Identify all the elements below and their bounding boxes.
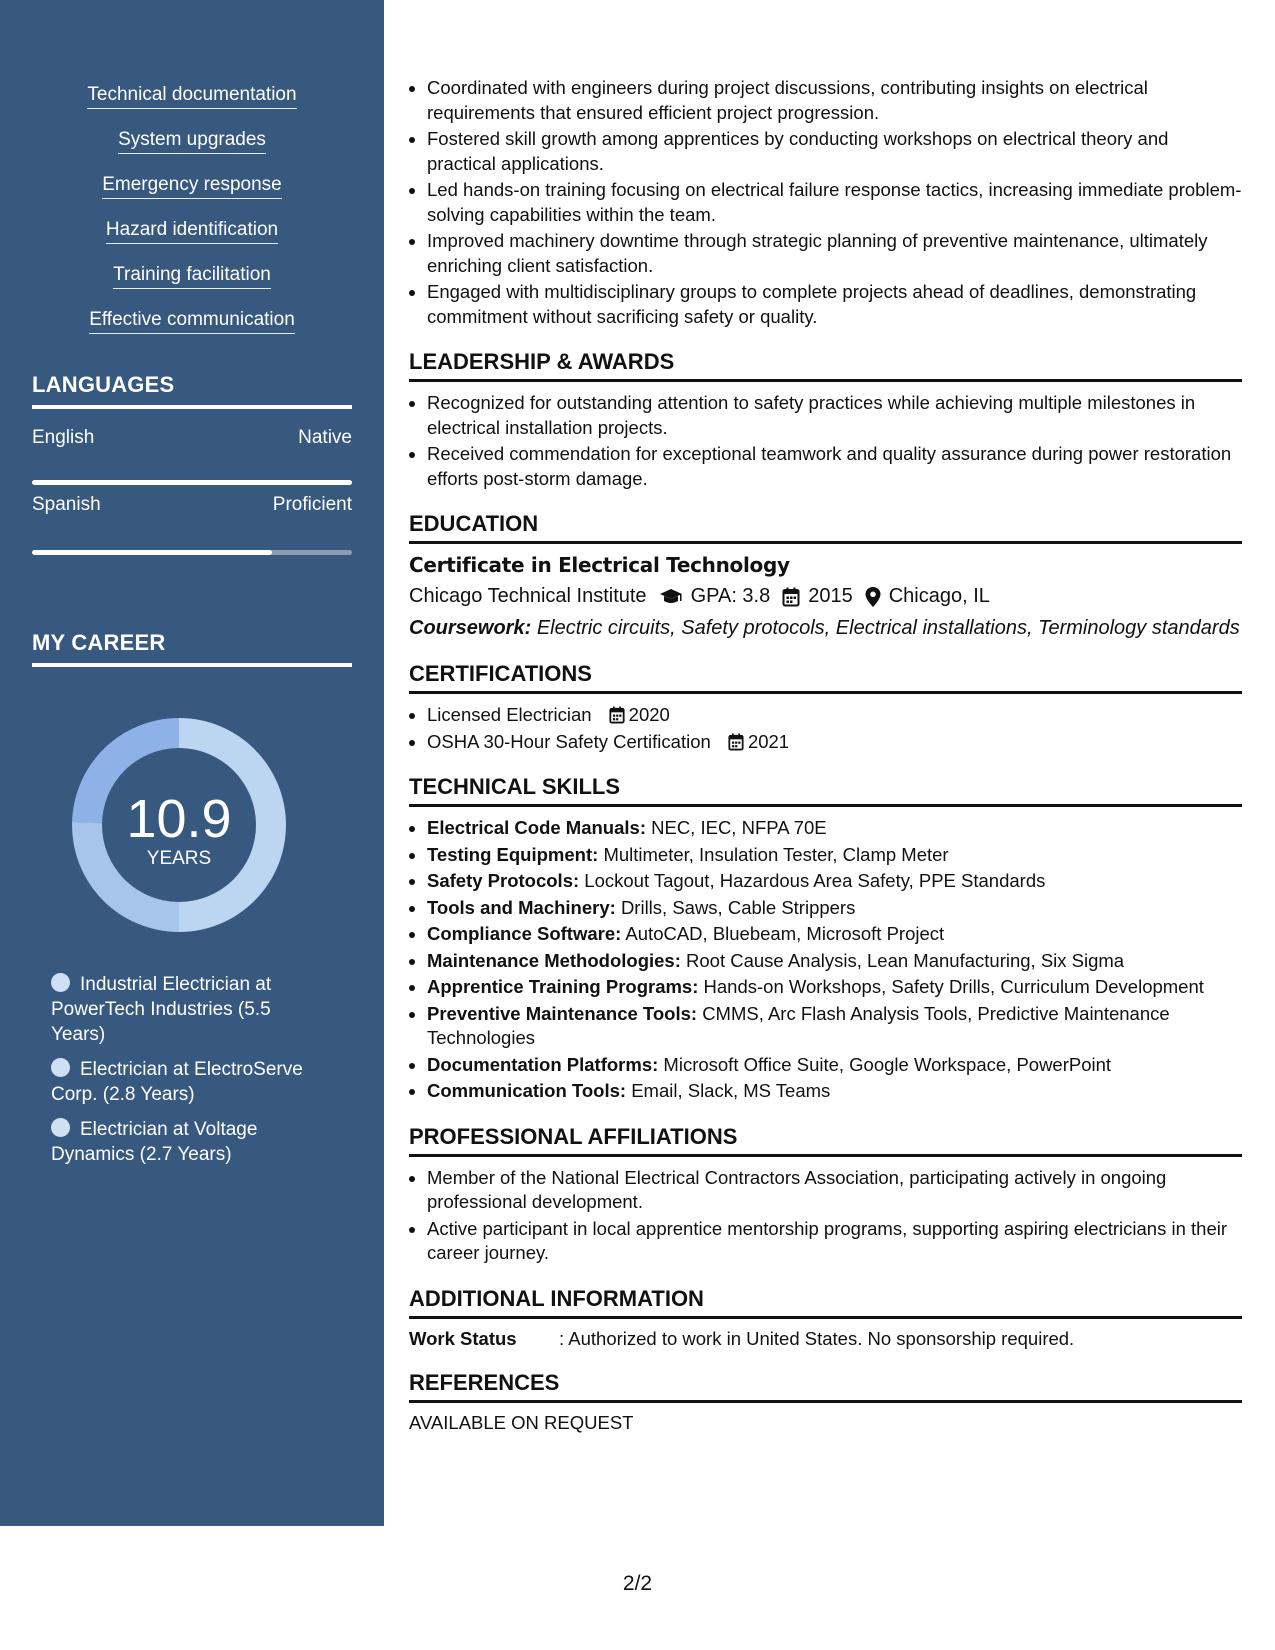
main-content xyxy=(409,76,1242,1434)
coursework-label: Coursework: xyxy=(409,617,532,639)
skill-item: Technical documentation xyxy=(87,84,296,109)
skill-value: Email, Slack, MS Teams xyxy=(631,1080,831,1101)
page-number: 2/2 xyxy=(622,1572,653,1595)
skill-label: Communication Tools: xyxy=(427,1080,627,1101)
experience-bullets xyxy=(409,76,1242,329)
career-total: 10.9 xyxy=(126,789,232,849)
language-name: English xyxy=(32,427,95,448)
language-bar-spanish xyxy=(32,550,352,555)
education-degree: Certificate in Electrical Technology xyxy=(409,553,790,577)
technical-skill-item xyxy=(427,843,1242,868)
technical-skill-item xyxy=(427,975,1242,1000)
career-donut-chart xyxy=(66,712,292,938)
skill-value: Microsoft Office Suite, Google Workspace, PowerPoint xyxy=(663,1053,1112,1075)
language-level: Proficient xyxy=(272,494,352,515)
leadership-heading: LEADERSHIP & AWARDS xyxy=(409,349,1242,382)
coursework-text: Electric circuits, Safety protocols, Electrical installations, Terminology standards xyxy=(536,617,1240,639)
certification-year: 2021 xyxy=(747,730,790,752)
language-level: Native xyxy=(298,427,352,448)
skill-value: Drills, Saws, Cable Strippers xyxy=(620,896,856,918)
skill-item: Training facilitation xyxy=(113,264,271,289)
education-heading: EDUCATION xyxy=(409,511,1242,544)
affiliation-item: • Member of the National Electrical Contractors Association, participating actively in ongoing professional development. xyxy=(427,1166,1242,1215)
technical-skill-item xyxy=(427,1002,1242,1051)
language-row-english xyxy=(32,427,352,449)
technical-skill-item xyxy=(427,896,1242,921)
skill-value: NEC, IEC, NFPA 70E xyxy=(651,817,827,838)
skill-label: Testing Equipment: xyxy=(427,843,599,865)
career-heading: MY CAREER xyxy=(32,630,352,667)
affiliations-heading: PROFESSIONAL AFFILIATIONS xyxy=(409,1124,1242,1157)
affiliations-list xyxy=(409,1166,1242,1266)
affiliation-item: • Active participant in local apprentice mentorship programs, supporting aspiring electricians in their career journey. xyxy=(427,1217,1242,1266)
experience-bullet: • Improved machinery downtime through strategic planning of preventive maintenance, ultimately enriching client satisfaction. xyxy=(427,229,1242,278)
languages-heading: LANGUAGES xyxy=(32,372,352,409)
skill-label: Maintenance Methodologies: xyxy=(427,949,681,971)
leadership-list xyxy=(409,391,1242,491)
skill-label: Compliance Software: xyxy=(427,923,622,944)
language-row-spanish xyxy=(32,494,352,516)
skill-value: Root Cause Analysis, Lean Manufacturing, Six Sigma xyxy=(686,949,1125,971)
skill-label: Documentation Platforms: xyxy=(427,1053,659,1075)
technical-skills-list xyxy=(409,816,1242,1104)
skill-value: AutoCAD, Bluebeam, Microsoft Project xyxy=(625,923,945,944)
career-item: Electrician at ElectroServe Corp. (2.8 Years) xyxy=(51,1059,303,1105)
certification-item xyxy=(427,730,1242,755)
language-name: Spanish xyxy=(32,494,101,515)
career-unit: YEARS xyxy=(146,848,212,869)
experience-bullet: • Fostered skill growth among apprentices by conducting workshops on electrical theory and practical applications. xyxy=(427,127,1242,176)
career-item: Industrial Electrician at PowerTech Industries (5.5 Years) xyxy=(51,974,272,1045)
certification-item xyxy=(427,703,1242,728)
technical-skills-heading: TECHNICAL SKILLS xyxy=(409,774,1242,807)
references-text: AVAILABLE ON REQUEST xyxy=(409,1411,634,1433)
bullet-dot-icon xyxy=(51,973,70,992)
education-school: Chicago Technical Institute xyxy=(409,585,647,607)
technical-skill-item xyxy=(427,949,1242,974)
skill-value: Multimeter, Insulation Tester, Clamp Meter xyxy=(603,843,949,865)
skill-item: Emergency response xyxy=(102,174,282,199)
certification-name: OSHA 30-Hour Safety Certification xyxy=(427,730,711,752)
education-location: Chicago, IL xyxy=(888,585,990,607)
skill-item: System upgrades xyxy=(118,129,266,154)
work-status-label: Work Status xyxy=(409,1327,517,1349)
skill-item: Effective communication xyxy=(89,309,295,334)
calendar-icon xyxy=(782,587,800,607)
leadership-item: • Recognized for outstanding attention to safety practices while achieving multiple milestones in electrical installation projects. xyxy=(427,391,1242,440)
experience-bullet: • Coordinated with engineers during project discussions, contributing insights on electrical requirements that ensured efficient project progression. xyxy=(427,76,1242,125)
calendar-icon xyxy=(728,733,744,751)
language-bar-fill xyxy=(32,550,272,555)
technical-skill-item xyxy=(427,816,1242,841)
technical-skill-item xyxy=(427,1079,1242,1104)
career-item: Electrician at Voltage Dynamics (2.7 Years) xyxy=(51,1119,258,1165)
bullet-dot-icon xyxy=(51,1058,70,1077)
experience-bullet: • Led hands-on training focusing on electrical failure response tactics, increasing immediate problem-solving capabilities within the team. xyxy=(427,178,1242,227)
skill-value: Lockout Tagout, Hazardous Area Safety, PPE Standards xyxy=(584,870,1046,891)
technical-skill-item xyxy=(427,1053,1242,1078)
skill-item: Hazard identification xyxy=(106,219,278,244)
work-status-row xyxy=(409,1328,1242,1350)
bullet-dot-icon xyxy=(51,1118,70,1137)
language-bar-fill xyxy=(32,480,352,485)
skill-label: Safety Protocols: xyxy=(427,870,580,891)
experience-bullet: • Engaged with multidisciplinary groups to complete projects ahead of deadlines, demonstrating commitment without sacrificing safety or quality. xyxy=(427,280,1242,329)
education-details xyxy=(409,585,1242,608)
work-status-value: : Authorized to work in United States. No sponsorship required. xyxy=(559,1327,1075,1349)
skill-value: CMMS, Arc Flash Analysis Tools, Predictive Maintenance Technologies xyxy=(427,1002,1170,1048)
education-gpa: GPA: 3.8 xyxy=(690,585,771,607)
leadership-item: • Received commendation for exceptional teamwork and quality assurance during power restoration efforts post-storm damage. xyxy=(427,442,1242,491)
certifications-list xyxy=(409,703,1242,754)
skills-list xyxy=(0,84,384,354)
certification-year: 2020 xyxy=(628,704,670,725)
career-list xyxy=(51,972,321,1177)
skill-label: Tools and Machinery: xyxy=(427,896,616,918)
graduation-cap-icon xyxy=(659,588,683,606)
education-coursework xyxy=(409,616,1242,641)
certification-name: Licensed Electrician xyxy=(427,704,592,725)
skill-label: Apprentice Training Programs: xyxy=(427,976,699,997)
sidebar xyxy=(0,0,384,1526)
additional-info-heading: ADDITIONAL INFORMATION xyxy=(409,1286,1242,1319)
technical-skill-item xyxy=(427,922,1242,947)
skill-label: Preventive Maintenance Tools: xyxy=(427,1002,698,1024)
certifications-heading: CERTIFICATIONS xyxy=(409,661,1242,694)
skill-value: Hands-on Workshops, Safety Drills, Curriculum Development xyxy=(703,976,1204,997)
education-year: 2015 xyxy=(808,585,853,607)
references-heading: REFERENCES xyxy=(409,1370,1242,1403)
skill-label: Electrical Code Manuals: xyxy=(427,817,646,838)
language-bar-english xyxy=(32,480,352,485)
location-pin-icon xyxy=(865,587,881,607)
technical-skill-item xyxy=(427,869,1242,894)
calendar-icon xyxy=(609,706,625,724)
